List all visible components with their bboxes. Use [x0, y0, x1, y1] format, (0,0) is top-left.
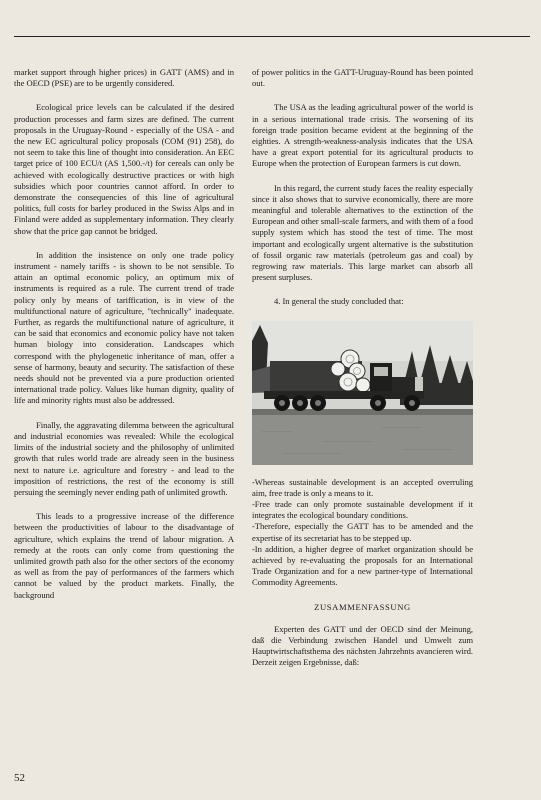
- paragraph-trade-instruments: In addition the insistence on only one trade policy instrument - namely tariffs - is shown to be not sensible. To attain an optimal economic policy, an optimum mix of instruments is required as a rule. The current trend of trade policy only by means of tariffication, is in view of the multifunctional nature of agriculture, "technically" inadequate. Further, as regards the multifunctional nature of agriculture, it can be said that economics and economic policy have not taken human biology into consideration. Landscapes which correspond with the phylogenetic inheritance of man, offer a sense of harmony, beauty and security. The satisfaction of these needs should not be prevented via a pure production oriented international trade policy. Values like human dignity, quality of life and minority rights must also be addressed.: [14, 249, 234, 406]
- left-column: [14, 67, 234, 614]
- paragraph-dilemma: Finally, the aggravating dilemma between the agricultural and industrial economies was revealed: While the ecological limits of the industrial society and the philosophy of unlimited growth that rules world trade are already seen in the business next to nature i.e. agriculture and forestry - and lead to the imposition of restrictions, the rest of the economy is still persuing the seemingly never ending path of unlimited growth.: [14, 419, 234, 497]
- right-column: [252, 67, 473, 682]
- paragraph-alternatives: In this regard, the current study faces the reality especially since it also shows that to survive economically, there are more meaningful and tolerable alternatives to the extinction of the European and other small-scale farmers, and with them of a food supply system which has stood the test of time. The most important and ecologically urgent alternative is the substitution of fossil organic raw materials (petroleum gas and coal) by regrowing raw materials. This large market can absorb all present surpluses.: [252, 182, 473, 283]
- paragraph-usa-crisis: The USA as the leading agricultural power of the world is in a serious international trade crisis. The worsening of its foreign trade position became evident at the beginning of the eighties. A strength-weakness-analysis indicates that the USA have a great export potential for its agricultural products to Europe when the protection of European farmers is cut down.: [252, 102, 473, 169]
- paragraph-power-politics: of power politics in the GATT-Uruguay-Round has been pointed out.: [252, 67, 473, 89]
- logging-truck-photo: [252, 321, 473, 465]
- paragraph-ecological-prices: Ecological price levels can be calculated if the desired production processes and farm sizes are defined. The current proposals in the Uruguay-Round - especially of the USA - and the new EC agricultural policy proposals (COM (91) 258), do not seem to take this line of thought into consideration. An EEC target price of 100 ECU/t (AS 1,500.-/t) for cereals can only be achieved with ecologically destructive practices or with high subsidies which poor countries cannot afford. In order to demonstrate the consequencies of this line of agricultural politics, full costs for barley produced in the Swiss Alps and in Finland were added as supplementary information. They clearly show that the price gap cannot be bridged.: [14, 102, 234, 236]
- paragraph-study-conclusion-intro: 4. In general the study concluded that:: [274, 296, 404, 307]
- page-number: 52: [14, 772, 25, 784]
- zusammenfassung-heading: ZUSAMMENFASSUNG: [314, 601, 411, 612]
- conclusion-item-3: -Therefore, especially the GATT has to be amended and the expertise of its secretariat has to be stepped up.: [252, 521, 473, 543]
- zusammenfassung-paragraph: Experten des GATT und der OECD sind der Meinung, daß die Verbindung zwischen Handel und Umwelt zum Hauptwirtschaftsthema des nächsten Jahrzehnts avancieren wird. Derzeit zeigen Ergebnisse, daß:: [252, 623, 473, 668]
- conclusion-item-1: -Whereas sustainable development is an accepted overruling aim, free trade is only a means to it.: [252, 476, 473, 498]
- conclusion-item-4: -In addition, a higher degree of market organization should be achieved by re-evaluating the proposals for an International Trade Organization and for a new partner-type of International Commodity Agreements.: [252, 543, 473, 588]
- conclusion-item-2: -Free trade can only promote sustainable development if it integrates the ecological boundary conditions.: [252, 499, 473, 521]
- logging-truck-illustration: [252, 321, 473, 465]
- paragraph-ams-pse: market support through higher prices) in GATT (AMS) and in the OECD (PSE) are to be urgently considered.: [14, 67, 234, 89]
- paragraph-labour-migration: This leads to a progressive increase of the difference between the productivities of labour to the disadvantage of agriculture, which explains the trend of labour migration. A remedy at the roots can only come from questioning the unlimited growth path also for the other sectors of the economy as well as from the pay of performances of the farmers which cannot be valued by the product markets. Finally, the background: [14, 511, 234, 600]
- top-rule: [14, 36, 530, 37]
